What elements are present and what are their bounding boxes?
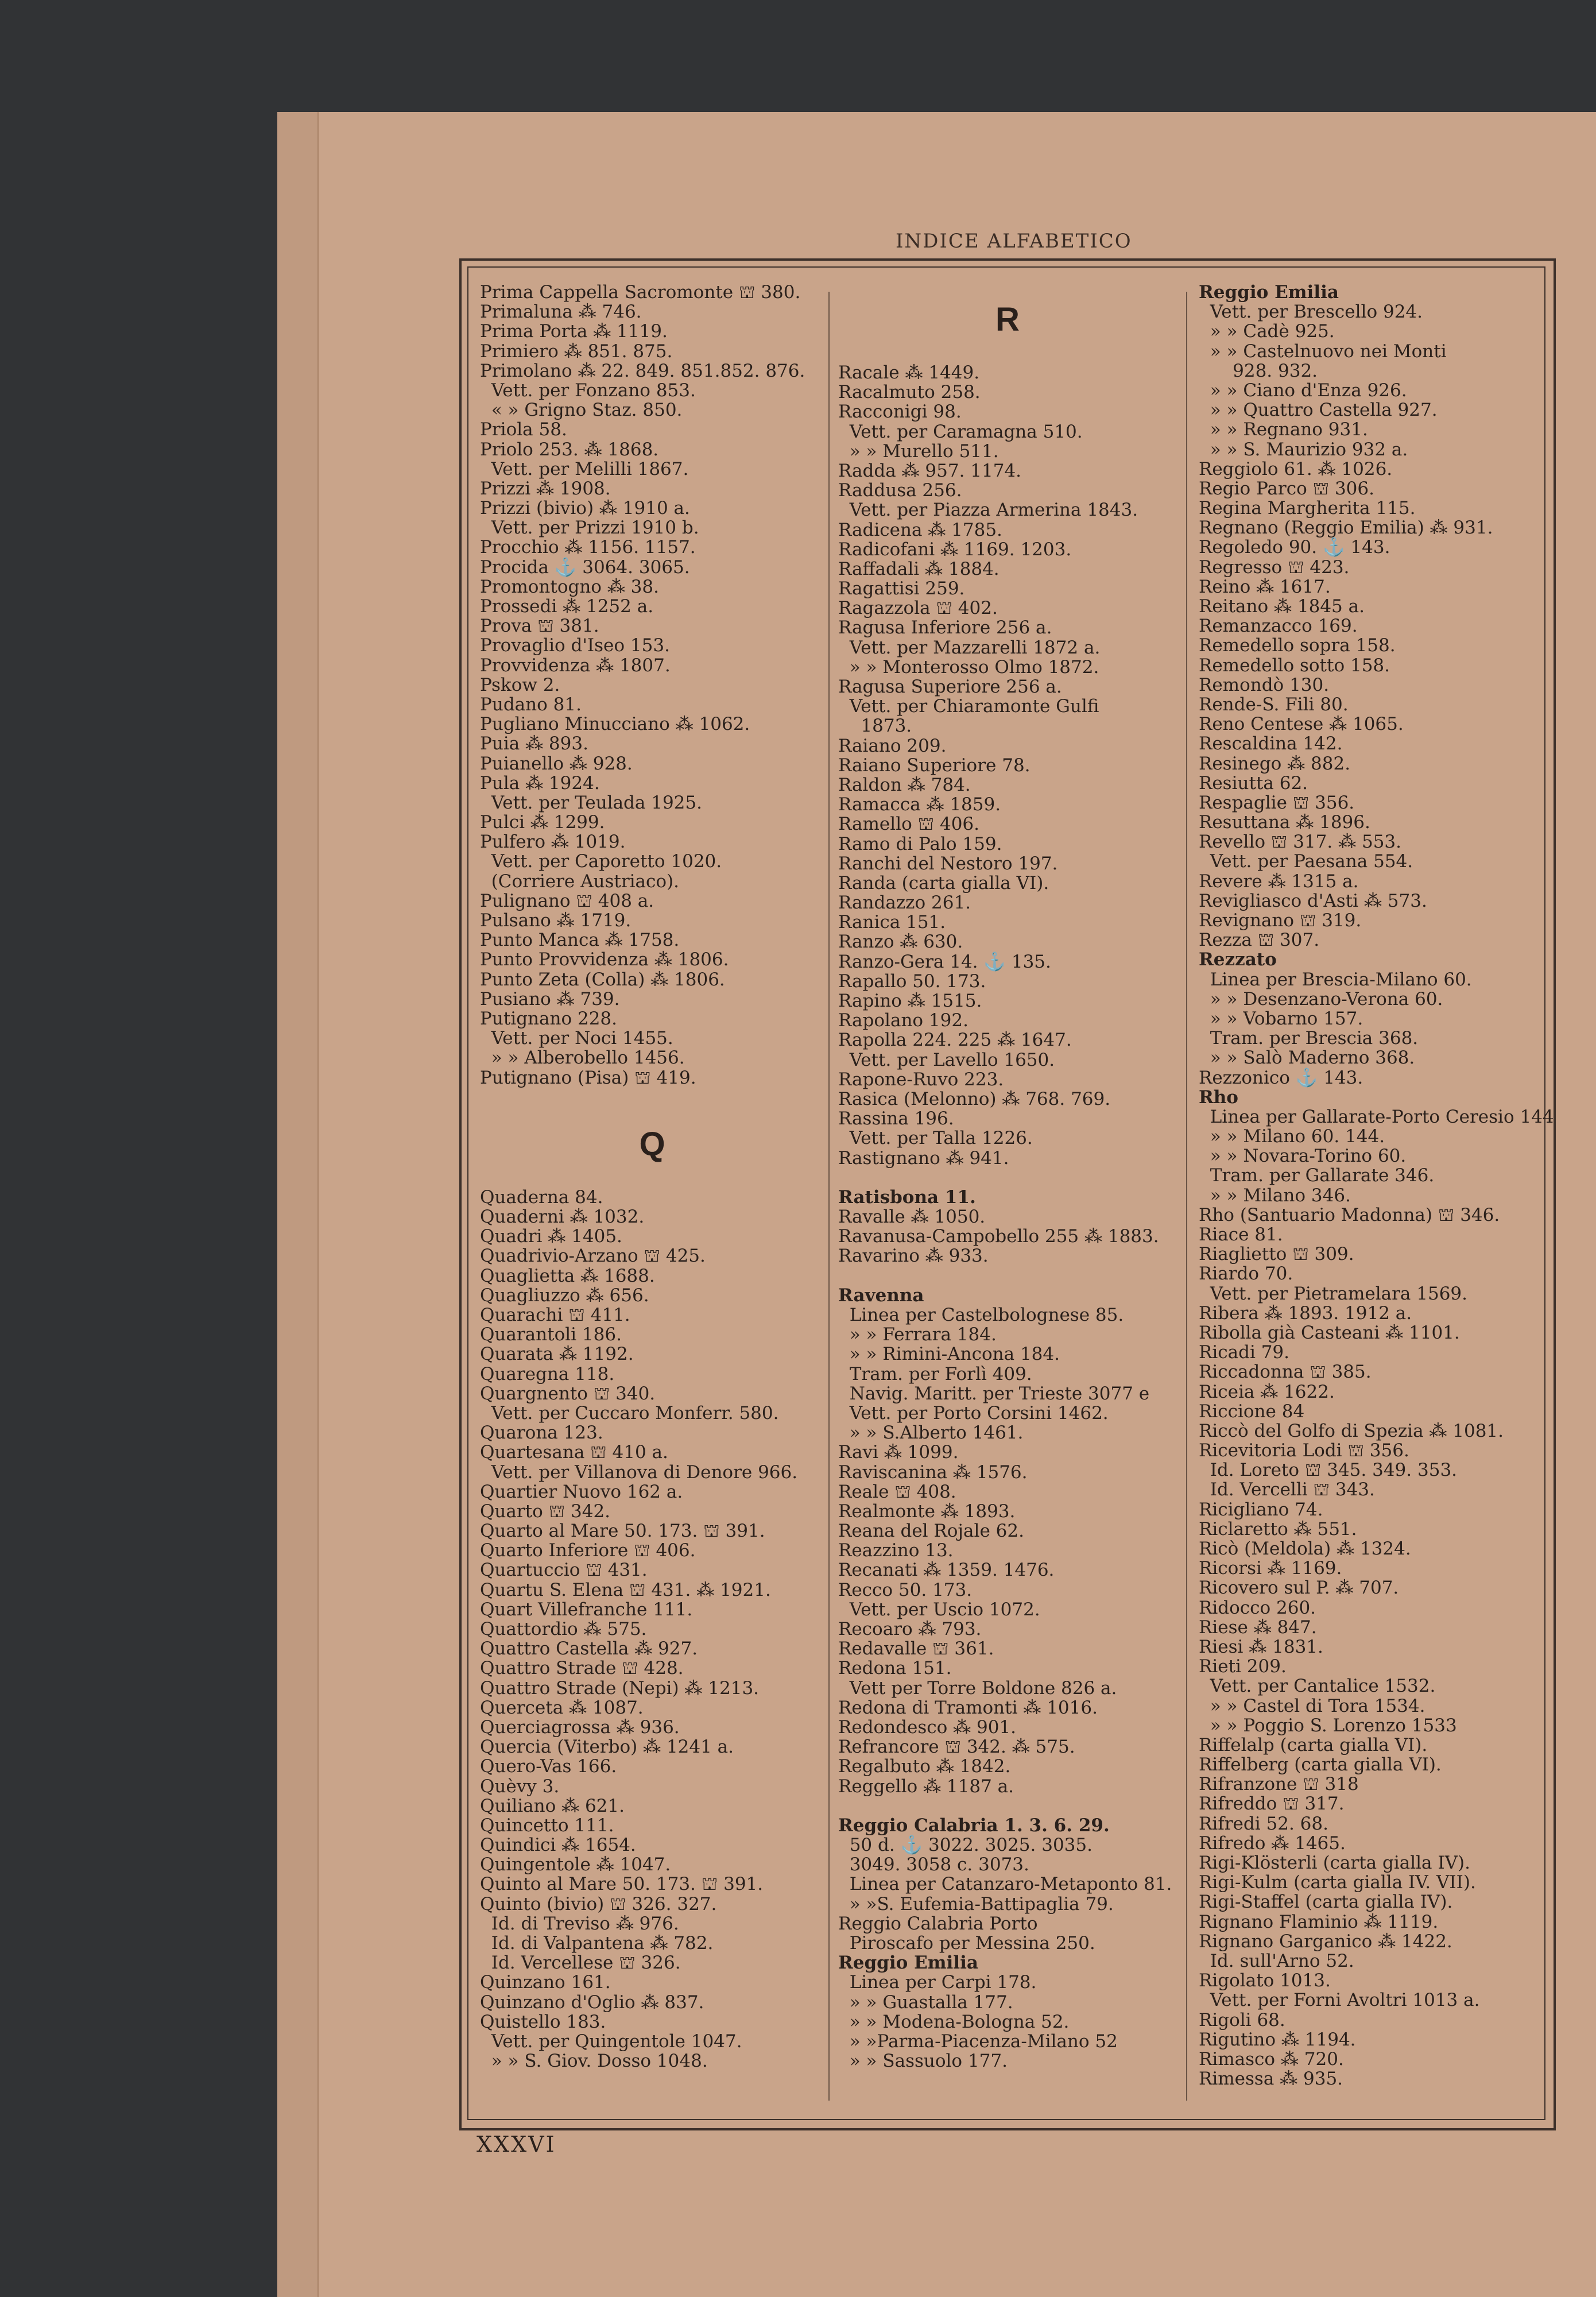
index-entry: Raviscanina ⁂ 1576. bbox=[838, 1461, 1028, 1483]
index-entry: Rifredo ⁂ 1465. bbox=[1199, 1832, 1346, 1854]
index-entry: Radicena ⁂ 1785. bbox=[838, 519, 1002, 540]
index-subentry: Vett. per Porto Corsini 1462. bbox=[838, 1402, 1109, 1424]
index-entry: Ricevitoria Lodi ⛫ 356. bbox=[1199, 1440, 1409, 1461]
index-heading: Reggio Emilia bbox=[838, 1952, 978, 1974]
index-entry: Ragattisi 259. bbox=[838, 578, 965, 600]
index-entry: Putignano 228. bbox=[480, 1008, 617, 1029]
index-entry: Redondesco ⁂ 901. bbox=[838, 1716, 1017, 1738]
index-entry: Redona 151. bbox=[838, 1658, 952, 1679]
index-heading: Rho bbox=[1199, 1086, 1238, 1108]
index-subentry: » » Modena-Bologna 52. bbox=[838, 2011, 1070, 2032]
index-entry: Quattro Castella ⁂ 927. bbox=[480, 1638, 698, 1660]
index-entry bbox=[838, 1266, 1177, 1286]
index-entry: Riceia ⁂ 1622. bbox=[1199, 1381, 1335, 1402]
index-entry: Revignano ⛫ 319. bbox=[1199, 910, 1362, 931]
index-subentry: Linea per Castelbolognese 85. bbox=[838, 1305, 1124, 1325]
index-subentry: » » Vobarno 157. bbox=[1199, 1008, 1363, 1029]
index-entry: Prizzi (bivio) ⁂ 1910 a. bbox=[480, 498, 690, 519]
index-entry: Ricorsi ⁂ 1169. bbox=[1199, 1558, 1342, 1579]
index-entry: Rezzonico ⚓ 143. bbox=[1199, 1067, 1363, 1088]
index-subentry: » » Alberobello 1456. bbox=[480, 1047, 685, 1069]
index-entry: Quargnento ⛫ 340. bbox=[480, 1383, 656, 1404]
index-entry: Punto Zeta (Colla) ⁂ 1806. bbox=[480, 969, 725, 990]
index-entry: Pula ⁂ 1924. bbox=[480, 772, 600, 794]
section-letter: Q bbox=[639, 1125, 665, 1163]
index-subentry: Vett per Torre Boldone 826 a. bbox=[838, 1677, 1117, 1699]
index-entry: Ramello ⛫ 406. bbox=[838, 814, 979, 835]
index-subentry: Vett. per Teulada 1925. bbox=[480, 792, 702, 813]
index-entry: Raffadali ⁂ 1884. bbox=[838, 558, 1000, 579]
index-entry: Ribolla già Casteani ⁂ 1101. bbox=[1199, 1322, 1460, 1343]
index-entry: Ranzo-Gera 14. ⚓ 135. bbox=[838, 951, 1051, 972]
index-entry: Regina Margherita 115. bbox=[1199, 498, 1416, 519]
index-entry: Pulfero ⁂ 1019. bbox=[480, 832, 626, 853]
index-subentry: Vett. per Caporetto 1020. bbox=[480, 851, 722, 872]
column-divider bbox=[828, 292, 830, 2101]
index-entry: Riccò del Golfo di Spezia ⁂ 1081. bbox=[1199, 1420, 1504, 1441]
index-subentry: » » Quattro Castella 927. bbox=[1199, 400, 1438, 421]
index-entry: Quarto ⛫ 342. bbox=[480, 1501, 611, 1522]
index-entry: Ribera ⁂ 1893. 1912 a. bbox=[1199, 1302, 1412, 1324]
index-subentry: Vett. per Piazza Armerina 1843. bbox=[838, 500, 1138, 521]
index-heading: Rezzato bbox=[1199, 949, 1277, 970]
index-entry: Quinto (bivio) ⛫ 326. 327. bbox=[480, 1893, 717, 1915]
index-entry: Rigolato 1013. bbox=[1199, 1970, 1331, 1991]
index-entry: Rimasco ⁂ 720. bbox=[1199, 2048, 1344, 2070]
index-entry: Punto Provvidenza ⁂ 1806. bbox=[480, 949, 729, 970]
index-entry: Quaderna 84. bbox=[480, 1186, 603, 1208]
index-entry: Quingentole ⁂ 1047. bbox=[480, 1854, 671, 1876]
index-entry: Randazzo 261. bbox=[838, 892, 971, 914]
index-subentry: Vett. per Melilli 1867. bbox=[480, 458, 689, 479]
index-entry: Quaderni ⁂ 1032. bbox=[480, 1206, 645, 1228]
index-entry: Quinto al Mare 50. 173. ⛫ 391. bbox=[480, 1874, 764, 1895]
index-entry bbox=[838, 1796, 1177, 1816]
index-entry: Quarto al Mare 50. 173. ⛫ 391. bbox=[480, 1521, 765, 1542]
index-entry: Riccadonna ⛫ 385. bbox=[1199, 1362, 1372, 1383]
index-entry: Quartuccio ⛫ 431. bbox=[480, 1560, 648, 1581]
index-entry: Ramo di Palo 159. bbox=[838, 833, 1002, 854]
index-entry: Pulignano ⛫ 408 a. bbox=[480, 890, 654, 911]
index-entry: Quarto Inferiore ⛫ 406. bbox=[480, 1540, 696, 1561]
index-subentry: Tram. per Forlì 409. bbox=[838, 1363, 1032, 1385]
index-subentry: » » Ciano d'Enza 926. bbox=[1199, 380, 1407, 401]
index-entry: Rapolla 224. 225 ⁂ 1647. bbox=[838, 1030, 1072, 1051]
index-entry: Riese ⁂ 847. bbox=[1199, 1617, 1317, 1638]
index-entry: Riclaretto ⁂ 551. bbox=[1199, 1518, 1357, 1540]
index-entry: Quindici ⁂ 1654. bbox=[480, 1835, 636, 1856]
index-entry: Respaglie ⛫ 356. bbox=[1199, 792, 1355, 813]
index-entry: Quarantoli 186. bbox=[480, 1324, 622, 1345]
index-subentry: Vett. per Prizzi 1910 b. bbox=[480, 517, 699, 539]
index-subentry: Vett. per Villanova di Denore 966. bbox=[480, 1461, 798, 1483]
index-entry: Provaglio d'Iseo 153. bbox=[480, 635, 670, 656]
index-entry: Revere ⁂ 1315 a. bbox=[1199, 871, 1359, 892]
index-entry: Rigoli 68. bbox=[1199, 2009, 1285, 2031]
index-subentry: » » Murello 511. bbox=[838, 440, 999, 462]
index-entry: Reana del Rojale 62. bbox=[838, 1521, 1024, 1542]
section-letter: R bbox=[995, 301, 1020, 338]
index-entry: Raiano 209. bbox=[838, 735, 947, 756]
index-entry: Resinego ⁂ 882. bbox=[1199, 753, 1351, 774]
index-entry: Quaglietta ⁂ 1688. bbox=[480, 1265, 655, 1286]
index-entry: Rapino ⁂ 1515. bbox=[838, 991, 982, 1011]
index-subentry: Vett. per Forni Avoltri 1013 a. bbox=[1199, 1990, 1480, 2011]
index-entry: Ravanusa-Campobello 255 ⁂ 1883. bbox=[838, 1226, 1159, 1247]
index-entry bbox=[838, 1168, 1177, 1188]
index-entry: Pusiano ⁂ 739. bbox=[480, 988, 620, 1010]
index-entry: Quattro Strade ⛫ 428. bbox=[480, 1658, 684, 1679]
index-entry: Promontogno ⁂ 38. bbox=[480, 576, 659, 597]
index-column-1 bbox=[480, 283, 824, 2071]
index-subentry: Vett. per Mazzarelli 1872 a. bbox=[838, 637, 1101, 658]
index-subentry: » » Castel di Tora 1534. bbox=[1199, 1695, 1425, 1716]
index-entry: Rescaldina 142. bbox=[1199, 733, 1343, 755]
index-entry: Rapolano 192. bbox=[838, 1010, 969, 1031]
index-entry: Ricigliano 74. bbox=[1199, 1499, 1323, 1520]
index-entry: Regnano (Reggio Emilia) ⁂ 931. bbox=[1199, 517, 1493, 539]
index-entry: Revello ⛫ 317. ⁂ 553. bbox=[1199, 832, 1401, 853]
index-entry: Raiano Superiore 78. bbox=[838, 755, 1031, 776]
index-entry: Rigi-Staffel (carta gialla IV). bbox=[1199, 1892, 1453, 1913]
index-subentry: » » Monterosso Olmo 1872. bbox=[838, 656, 1099, 678]
index-entry: Rassina 196. bbox=[838, 1108, 954, 1130]
index-entry: Ricovero sul P. ⁂ 707. bbox=[1199, 1577, 1399, 1599]
index-entry: Refrancore ⛫ 342. ⁂ 575. bbox=[838, 1737, 1075, 1758]
index-entry: Riaglietto ⛫ 309. bbox=[1199, 1244, 1354, 1265]
index-entry: Pugliano Minucciano ⁂ 1062. bbox=[480, 714, 750, 735]
index-entry: Ravi ⁂ 1099. bbox=[838, 1442, 959, 1463]
index-entry: Pulsano ⁂ 1719. bbox=[480, 910, 632, 931]
index-entry: Rezza ⛫ 307. bbox=[1199, 930, 1320, 951]
index-entry: Quercia (Viterbo) ⁂ 1241 a. bbox=[480, 1737, 734, 1758]
index-entry: Radicofani ⁂ 1169. 1203. bbox=[838, 539, 1072, 560]
index-entry: Primolano ⁂ 22. 849. 851.852. 876. bbox=[480, 360, 805, 381]
index-entry: Resuttana ⁂ 1896. bbox=[1199, 812, 1370, 833]
index-entry: Priolo 253. ⁂ 1868. bbox=[480, 439, 659, 460]
index-subentry: » » Novara-Torino 60. bbox=[1199, 1146, 1407, 1167]
index-entry: Quaregna 118. bbox=[480, 1363, 615, 1385]
index-entry: Resiutta 62. bbox=[1199, 772, 1308, 794]
index-entry: Querciagrossa ⁂ 936. bbox=[480, 1716, 680, 1738]
index-column-2 bbox=[838, 283, 1177, 2071]
index-entry: Pulci ⁂ 1299. bbox=[480, 812, 605, 833]
index-subentry: » » Milano 346. bbox=[1199, 1185, 1351, 1206]
index-entry bbox=[480, 1088, 824, 1107]
column-divider bbox=[1186, 292, 1187, 2101]
index-entry: Quincetto 111. bbox=[480, 1815, 614, 1836]
index-column-3 bbox=[1199, 282, 1554, 2090]
index-entry: Pudano 81. bbox=[480, 694, 582, 715]
index-entry: Procida ⚓ 3064. 3065. bbox=[480, 556, 690, 578]
index-subentry: 928. 932. bbox=[1199, 360, 1318, 381]
index-entry: Quattordio ⁂ 575. bbox=[480, 1619, 647, 1639]
index-entry: Revigliasco d'Asti ⁂ 573. bbox=[1199, 890, 1427, 911]
index-entry: Remedello sopra 158. bbox=[1199, 635, 1396, 656]
index-entry: Recco 50. 173. bbox=[838, 1579, 973, 1600]
index-entry: Quartu S. Elena ⛫ 431. ⁂ 1921. bbox=[480, 1579, 771, 1600]
index-subentry: » » Sassuolo 177. bbox=[838, 2051, 1008, 2072]
index-entry: Querceta ⁂ 1087. bbox=[480, 1697, 644, 1718]
index-subentry: Linea per Carpi 178. bbox=[838, 1972, 1037, 1993]
index-subentry: Vett. per Noci 1455. bbox=[480, 1028, 673, 1049]
index-subentry: Vett. per Pietramelara 1569. bbox=[1199, 1283, 1467, 1304]
index-entry: Reale ⛫ 408. bbox=[838, 1481, 956, 1502]
index-subentry: Vett. per Uscio 1072. bbox=[838, 1599, 1040, 1620]
index-subentry: Vett. per Quingentole 1047. bbox=[480, 2031, 742, 2052]
index-entry: Rifreddo ⛫ 317. bbox=[1199, 1793, 1345, 1815]
index-entry: Regresso ⛫ 423. bbox=[1199, 556, 1350, 578]
index-entry: Rigutino ⁂ 1194. bbox=[1199, 2029, 1356, 2050]
index-heading: Ravenna bbox=[838, 1285, 924, 1306]
index-entry: Prima Porta ⁂ 1119. bbox=[480, 321, 668, 342]
index-entry: Ranica 151. bbox=[838, 912, 946, 933]
index-entry: Raddusa 256. bbox=[838, 480, 962, 501]
index-entry: Recanati ⁂ 1359. 1476. bbox=[838, 1560, 1055, 1581]
index-entry: Prossedi ⁂ 1252 a. bbox=[480, 596, 654, 617]
index-subentry: 1873. bbox=[838, 716, 912, 737]
index-entry: Ramacca ⁂ 1859. bbox=[838, 794, 1001, 815]
index-entry: Ravalle ⁂ 1050. bbox=[838, 1206, 986, 1228]
index-subentry: Piroscafo per Messina 250. bbox=[838, 1933, 1095, 1954]
index-entry: Provvidenza ⁂ 1807. bbox=[480, 655, 671, 676]
index-entry: Quistello 183. bbox=[480, 2011, 606, 2032]
index-subentry: Id. Loreto ⛫ 345. 349. 353. bbox=[1199, 1460, 1458, 1481]
index-heading: Reggio Calabria 1. 3. 6. 29. bbox=[838, 1815, 1110, 1836]
index-entry: Rifredi 52. 68. bbox=[1199, 1813, 1328, 1834]
index-subentry: » » Desenzano-Verona 60. bbox=[1199, 988, 1443, 1010]
index-entry: Rapone-Ruvo 223. bbox=[838, 1069, 1004, 1090]
index-subentry: Linea per Catanzaro-Metaponto 81. bbox=[838, 1874, 1172, 1895]
page-edge bbox=[277, 112, 319, 2297]
index-heading: Ratisbona 11. bbox=[838, 1186, 976, 1208]
index-entry: Reitano ⁂ 1845 a. bbox=[1199, 596, 1365, 617]
index-entry: Rimessa ⁂ 935. bbox=[1199, 2068, 1343, 2090]
index-entry: Riardo 70. bbox=[1199, 1263, 1293, 1285]
index-entry: Quarata ⁂ 1192. bbox=[480, 1344, 634, 1365]
index-entry: Rigi-Klösterli (carta gialla IV). bbox=[1199, 1853, 1470, 1873]
index-subentry: » » Rimini-Ancona 184. bbox=[838, 1344, 1060, 1365]
index-subentry: Vett. per Cantalice 1532. bbox=[1199, 1676, 1436, 1697]
index-subentry: » » Castelnuovo nei Monti bbox=[1199, 341, 1447, 362]
index-entry: Punto Manca ⁂ 1758. bbox=[480, 930, 680, 951]
index-entry: Quèvy 3. bbox=[480, 1776, 560, 1797]
index-entry: Remondò 130. bbox=[1199, 674, 1330, 695]
index-entry: Regalbuto ⁂ 1842. bbox=[838, 1756, 1011, 1777]
index-entry: Rapallo 50. 173. bbox=[838, 970, 986, 992]
index-subentry: Id. sull'Arno 52. bbox=[1199, 1950, 1354, 1971]
index-entry: Quero-Vas 166. bbox=[480, 1756, 617, 1777]
index-entry: Quadri ⁂ 1405. bbox=[480, 1226, 622, 1247]
index-subentry: » » Guastalla 177. bbox=[838, 1991, 1013, 2013]
index-entry: Ragusa Superiore 256 a. bbox=[838, 676, 1062, 697]
index-entry: Randa (carta gialla VI). bbox=[838, 872, 1049, 894]
index-entry: Remanzacco 169. bbox=[1199, 616, 1358, 637]
index-entry: Raldon ⁂ 784. bbox=[838, 774, 971, 795]
index-entry: Reino ⁂ 1617. bbox=[1199, 576, 1331, 597]
index-subentry: » » S. Giov. Dosso 1048. bbox=[480, 2051, 708, 2072]
index-entry: Procchio ⁂ 1156. 1157. bbox=[480, 537, 696, 558]
index-entry: Prizzi ⁂ 1908. bbox=[480, 478, 611, 499]
index-entry: Quadrivio-Arzano ⛫ 425. bbox=[480, 1246, 706, 1267]
index-subentry: Id. Vercellese ⛫ 326. bbox=[480, 1952, 681, 1974]
index-subentry: » » Salò Maderno 368. bbox=[1199, 1047, 1415, 1069]
index-subentry: (Corriere Austriaco). bbox=[480, 871, 680, 892]
index-subentry: » » Ferrara 184. bbox=[838, 1324, 997, 1345]
index-subentry: » »Parma-Piacenza-Milano 52 bbox=[838, 2031, 1118, 2052]
index-entry: Rende-S. Fili 80. bbox=[1199, 694, 1349, 715]
index-subentry: Navig. Maritt. per Trieste 3077 e bbox=[838, 1383, 1150, 1404]
index-entry: Quarachi ⛫ 411. bbox=[480, 1305, 630, 1325]
index-subentry: Linea per Brescia-Milano 60. bbox=[1199, 969, 1472, 990]
page-number: XXXVI bbox=[477, 2132, 556, 2157]
index-subentry: Id. Vercelli ⛫ 343. bbox=[1199, 1479, 1375, 1501]
index-entry: Quinzano 161. bbox=[480, 1972, 611, 1993]
index-entry: Ranzo ⁂ 630. bbox=[838, 931, 963, 953]
index-subentry: » » S.Alberto 1461. bbox=[838, 1422, 1024, 1444]
index-entry: Quartesana ⛫ 410 a. bbox=[480, 1442, 668, 1463]
index-entry: Realmonte ⁂ 1893. bbox=[838, 1501, 1016, 1522]
index-entry: Riesi ⁂ 1831. bbox=[1199, 1636, 1323, 1657]
index-entry: Riccione 84 bbox=[1199, 1401, 1305, 1422]
index-subentry: Tram. per Brescia 368. bbox=[1199, 1028, 1419, 1049]
index-entry: Puianello ⁂ 928. bbox=[480, 753, 633, 774]
index-entry: Primiero ⁂ 851. 875. bbox=[480, 341, 673, 362]
index-entry: Ragazzola ⛫ 402. bbox=[838, 598, 998, 619]
index-entry: Rastignano ⁂ 941. bbox=[838, 1147, 1009, 1169]
index-entry: Remedello sotto 158. bbox=[1199, 655, 1390, 676]
index-entry: Ricadi 79. bbox=[1199, 1342, 1290, 1363]
index-entry: Quinzano d'Oglio ⁂ 837. bbox=[480, 1991, 704, 2013]
index-subentry: » » S. Maurizio 932 a. bbox=[1199, 439, 1408, 460]
index-entry: Reggio Calabria Porto bbox=[838, 1913, 1038, 1934]
index-subentry: » » Milano 60. 144. bbox=[1199, 1126, 1385, 1147]
index-entry: Riffelalp (carta gialla VI). bbox=[1199, 1734, 1428, 1755]
index-entry: Quartier Nuovo 162 a. bbox=[480, 1481, 683, 1502]
index-entry: Priola 58. bbox=[480, 419, 567, 440]
index-subentry: » »S. Eufemia-Battipaglia 79. bbox=[838, 1893, 1114, 1915]
page-header: INDICE ALFABETICO bbox=[896, 230, 1132, 253]
index-entry: Ridocco 260. bbox=[1199, 1597, 1316, 1618]
index-entry: Redavalle ⛫ 361. bbox=[838, 1638, 994, 1660]
index-entry: Racale ⁂ 1449. bbox=[838, 362, 980, 383]
index-entry: Radda ⁂ 957. 1174. bbox=[838, 460, 1022, 481]
index-entry: Reggello ⁂ 1187 a. bbox=[838, 1776, 1014, 1797]
index-subentry: « » Grigno Staz. 850. bbox=[480, 400, 683, 421]
index-entry: Reno Centese ⁂ 1065. bbox=[1199, 714, 1404, 735]
index-entry: Puia ⁂ 893. bbox=[480, 733, 588, 755]
index-entry: Quattro Strade (Nepi) ⁂ 1213. bbox=[480, 1677, 760, 1699]
index-entry: Rieti 209. bbox=[1199, 1656, 1287, 1677]
index-subentry: 50 d. ⚓ 3022. 3025. 3035. bbox=[838, 1835, 1093, 1856]
index-subentry: Linea per Gallarate-Porto Ceresio 144 bbox=[1199, 1106, 1554, 1127]
index-entry: Rigi-Kulm (carta gialla IV. VII). bbox=[1199, 1872, 1476, 1893]
index-entry: Ravarino ⁂ 933. bbox=[838, 1246, 989, 1267]
index-subentry: Vett. per Lavello 1650. bbox=[838, 1049, 1055, 1070]
index-entry: Riace 81. bbox=[1199, 1224, 1283, 1245]
index-entry: Quiliano ⁂ 621. bbox=[480, 1795, 625, 1816]
index-entry: Racconigi 98. bbox=[838, 401, 962, 423]
index-entry: Quagliuzzo ⁂ 656. bbox=[480, 1285, 649, 1306]
index-entry: Recoaro ⁂ 793. bbox=[838, 1619, 982, 1639]
index-subentry: » » Regnano 931. bbox=[1199, 419, 1368, 440]
index-entry: Pskow 2. bbox=[480, 674, 560, 695]
index-entry: Redona di Tramonti ⁂ 1016. bbox=[838, 1697, 1098, 1718]
index-subentry: Vett. per Cuccaro Monferr. 580. bbox=[480, 1402, 779, 1424]
index-entry: Prima Cappella Sacromonte ⛫ 380. bbox=[480, 282, 801, 303]
index-subentry: » » Cadè 925. bbox=[1199, 321, 1335, 342]
index-entry: Regio Parco ⛫ 306. bbox=[1199, 478, 1374, 499]
index-entry: Prova ⛫ 381. bbox=[480, 616, 599, 637]
index-subentry: Vett. per Fonzano 853. bbox=[480, 380, 696, 401]
index-subentry: Vett. per Chiaramonte Gulfi bbox=[838, 696, 1099, 717]
index-subentry: Id. di Treviso ⁂ 976. bbox=[480, 1913, 679, 1934]
index-subentry: Vett. per Talla 1226. bbox=[838, 1128, 1033, 1149]
index-entry: Ranchi del Nestoro 197. bbox=[838, 853, 1058, 874]
index-entry: Rho (Santuario Madonna) ⛫ 346. bbox=[1199, 1204, 1500, 1225]
index-entry: Racalmuto 258. bbox=[838, 382, 981, 403]
index-entry: Reazzino 13. bbox=[838, 1540, 954, 1561]
index-entry: Putignano (Pisa) ⛫ 419. bbox=[480, 1067, 696, 1088]
index-subentry: Tram. per Gallarate 346. bbox=[1199, 1165, 1435, 1186]
index-entry: Ragusa Inferiore 256 a. bbox=[838, 617, 1052, 639]
index-subentry: Vett. per Paesana 554. bbox=[1199, 851, 1413, 872]
index-entry: Rignano Flaminio ⁂ 1119. bbox=[1199, 1911, 1439, 1932]
index-subentry: Vett. per Caramagna 510. bbox=[838, 421, 1083, 442]
index-entry: Rifranzone ⛫ 318 bbox=[1199, 1774, 1359, 1795]
index-entry: Reggiolo 61. ⁂ 1026. bbox=[1199, 458, 1393, 479]
index-subentry: Id. di Valpantena ⁂ 782. bbox=[480, 1933, 714, 1954]
index-heading: Reggio Emilia bbox=[1199, 282, 1339, 303]
index-entry: Rasica (Melonno) ⁂ 768. 769. bbox=[838, 1088, 1111, 1109]
index-entry: Riffelberg (carta gialla VI). bbox=[1199, 1754, 1442, 1776]
index-subentry: 3049. 3058 c. 3073. bbox=[838, 1854, 1029, 1876]
index-entry: Primaluna ⁂ 746. bbox=[480, 301, 642, 323]
index-subentry: Vett. per Brescello 924. bbox=[1199, 301, 1423, 323]
index-entry: Ricò (Meldola) ⁂ 1324. bbox=[1199, 1538, 1411, 1559]
index-entry: Regoledo 90. ⚓ 143. bbox=[1199, 537, 1390, 558]
index-entry: Quarona 123. bbox=[480, 1422, 603, 1444]
index-subentry: » » Poggio S. Lorenzo 1533 bbox=[1199, 1715, 1457, 1736]
index-entry: Quart Villefranche 111. bbox=[480, 1599, 693, 1620]
index-entry: Rignano Garganico ⁂ 1422. bbox=[1199, 1931, 1452, 1952]
